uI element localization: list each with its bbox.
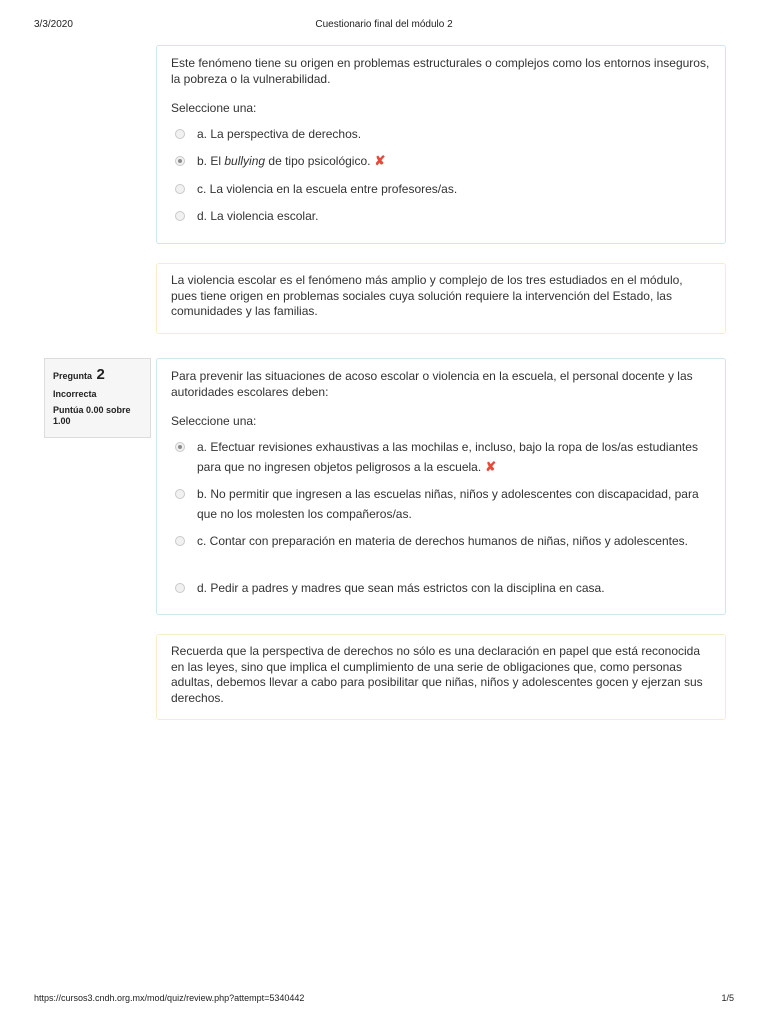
feedback-text: Recuerda que la perspectiva de derechos no sólo es una declaración en papel que está reconocida en las leyes, sino que implica el cumplimiento de una serie de obligaciones que, como personas adultas, debemos llevar a cabo para posibilitar que niñas, niños y adolescentes gocen y ejerzan sus derechos. [171, 644, 703, 705]
question-2-text: Para prevenir las situaciones de acoso escolar o violencia en la escuela, el personal docente y las autoridades escolares deben: [171, 369, 693, 399]
option-label [175, 151, 707, 171]
incorrect-x-icon: ✘ [485, 459, 497, 474]
question-2-info [44, 358, 151, 438]
option-label-emphasis: bullying [224, 154, 266, 168]
question-2-option-c[interactable] [175, 531, 707, 551]
question-2-option-a[interactable] [175, 437, 707, 477]
option-label-text: a. Efectuar revisiones exhaustivas a las mochilas e, incluso, bajo la ropa de los/as estudiantes para que no ingresen objetos peligrosos a la escuela. [197, 440, 698, 474]
option-label: b. No permitir que ingresen a las escuelas niñas, niños y adolescentes con discapacidad, para que no los molesten los compañeros/as. [197, 487, 699, 521]
radio-selected-icon[interactable] [175, 442, 185, 452]
question-score: Puntúa 0.00 sobre 1.00 [53, 405, 131, 426]
question-1-box [156, 45, 726, 244]
radio-unselected-icon[interactable] [175, 211, 185, 221]
feedback-text: La violencia escolar es el fenómeno más amplio y complejo de los tres estudiados en el módulo, pues tiene origen en problemas sociales cuya solución requiere la intervención del Estado, las comunidades y las familias. [171, 273, 683, 318]
incorrect-x-icon: ✘ [374, 153, 386, 168]
question-1-option-b[interactable] [175, 151, 707, 171]
radio-unselected-icon[interactable] [175, 129, 185, 139]
radio-unselected-icon[interactable] [175, 184, 185, 194]
question-1-prompt: Seleccione una: [171, 101, 257, 115]
print-title: Cuestionario final del módulo 2 [315, 19, 453, 30]
question-2-box [156, 358, 726, 615]
question-1-text: Este fenómeno tiene su origen en problemas estructurales o complejos como los entornos inseguros, la pobreza o la vulnerabilidad. [171, 56, 710, 86]
question-2-option-b[interactable] [175, 484, 707, 524]
option-label: d. Pedir a padres y madres que sean más estrictos con la disciplina en casa. [197, 581, 605, 595]
radio-unselected-icon[interactable] [175, 536, 185, 546]
option-label [175, 437, 707, 477]
question-number-value: 2 [96, 366, 105, 383]
question-1-feedback [156, 263, 726, 334]
option-label-suffix: de tipo psicológico. [265, 154, 371, 168]
question-1-option-c[interactable] [175, 179, 707, 199]
option-label: c. Contar con preparación en materia de derechos humanos de niñas, niños y adolescentes. [197, 534, 688, 548]
print-page-number: 1/5 [721, 993, 734, 1003]
radio-selected-icon[interactable] [175, 156, 185, 166]
print-date: 3/3/2020 [34, 19, 73, 30]
question-2-prompt: Seleccione una: [171, 414, 257, 428]
question-1-option-d[interactable] [175, 206, 707, 226]
question-status: Incorrecta [53, 389, 97, 399]
question-1-option-a[interactable] [175, 124, 707, 144]
option-label: a. La perspectiva de derechos. [197, 127, 362, 141]
radio-unselected-icon[interactable] [175, 583, 185, 593]
print-url: https://cursos3.cndh.org.mx/mod/quiz/review.php?attempt=5340442 [34, 993, 305, 1003]
option-label: d. La violencia escolar. [197, 209, 319, 223]
question-number [53, 366, 142, 384]
question-2-option-d[interactable] [175, 578, 707, 598]
radio-unselected-icon[interactable] [175, 489, 185, 499]
option-label: c. La violencia en la escuela entre profesores/as. [197, 182, 458, 196]
question-2-feedback [156, 634, 726, 720]
question-label: Pregunta [53, 371, 93, 381]
option-label-prefix: b. El [197, 154, 225, 168]
